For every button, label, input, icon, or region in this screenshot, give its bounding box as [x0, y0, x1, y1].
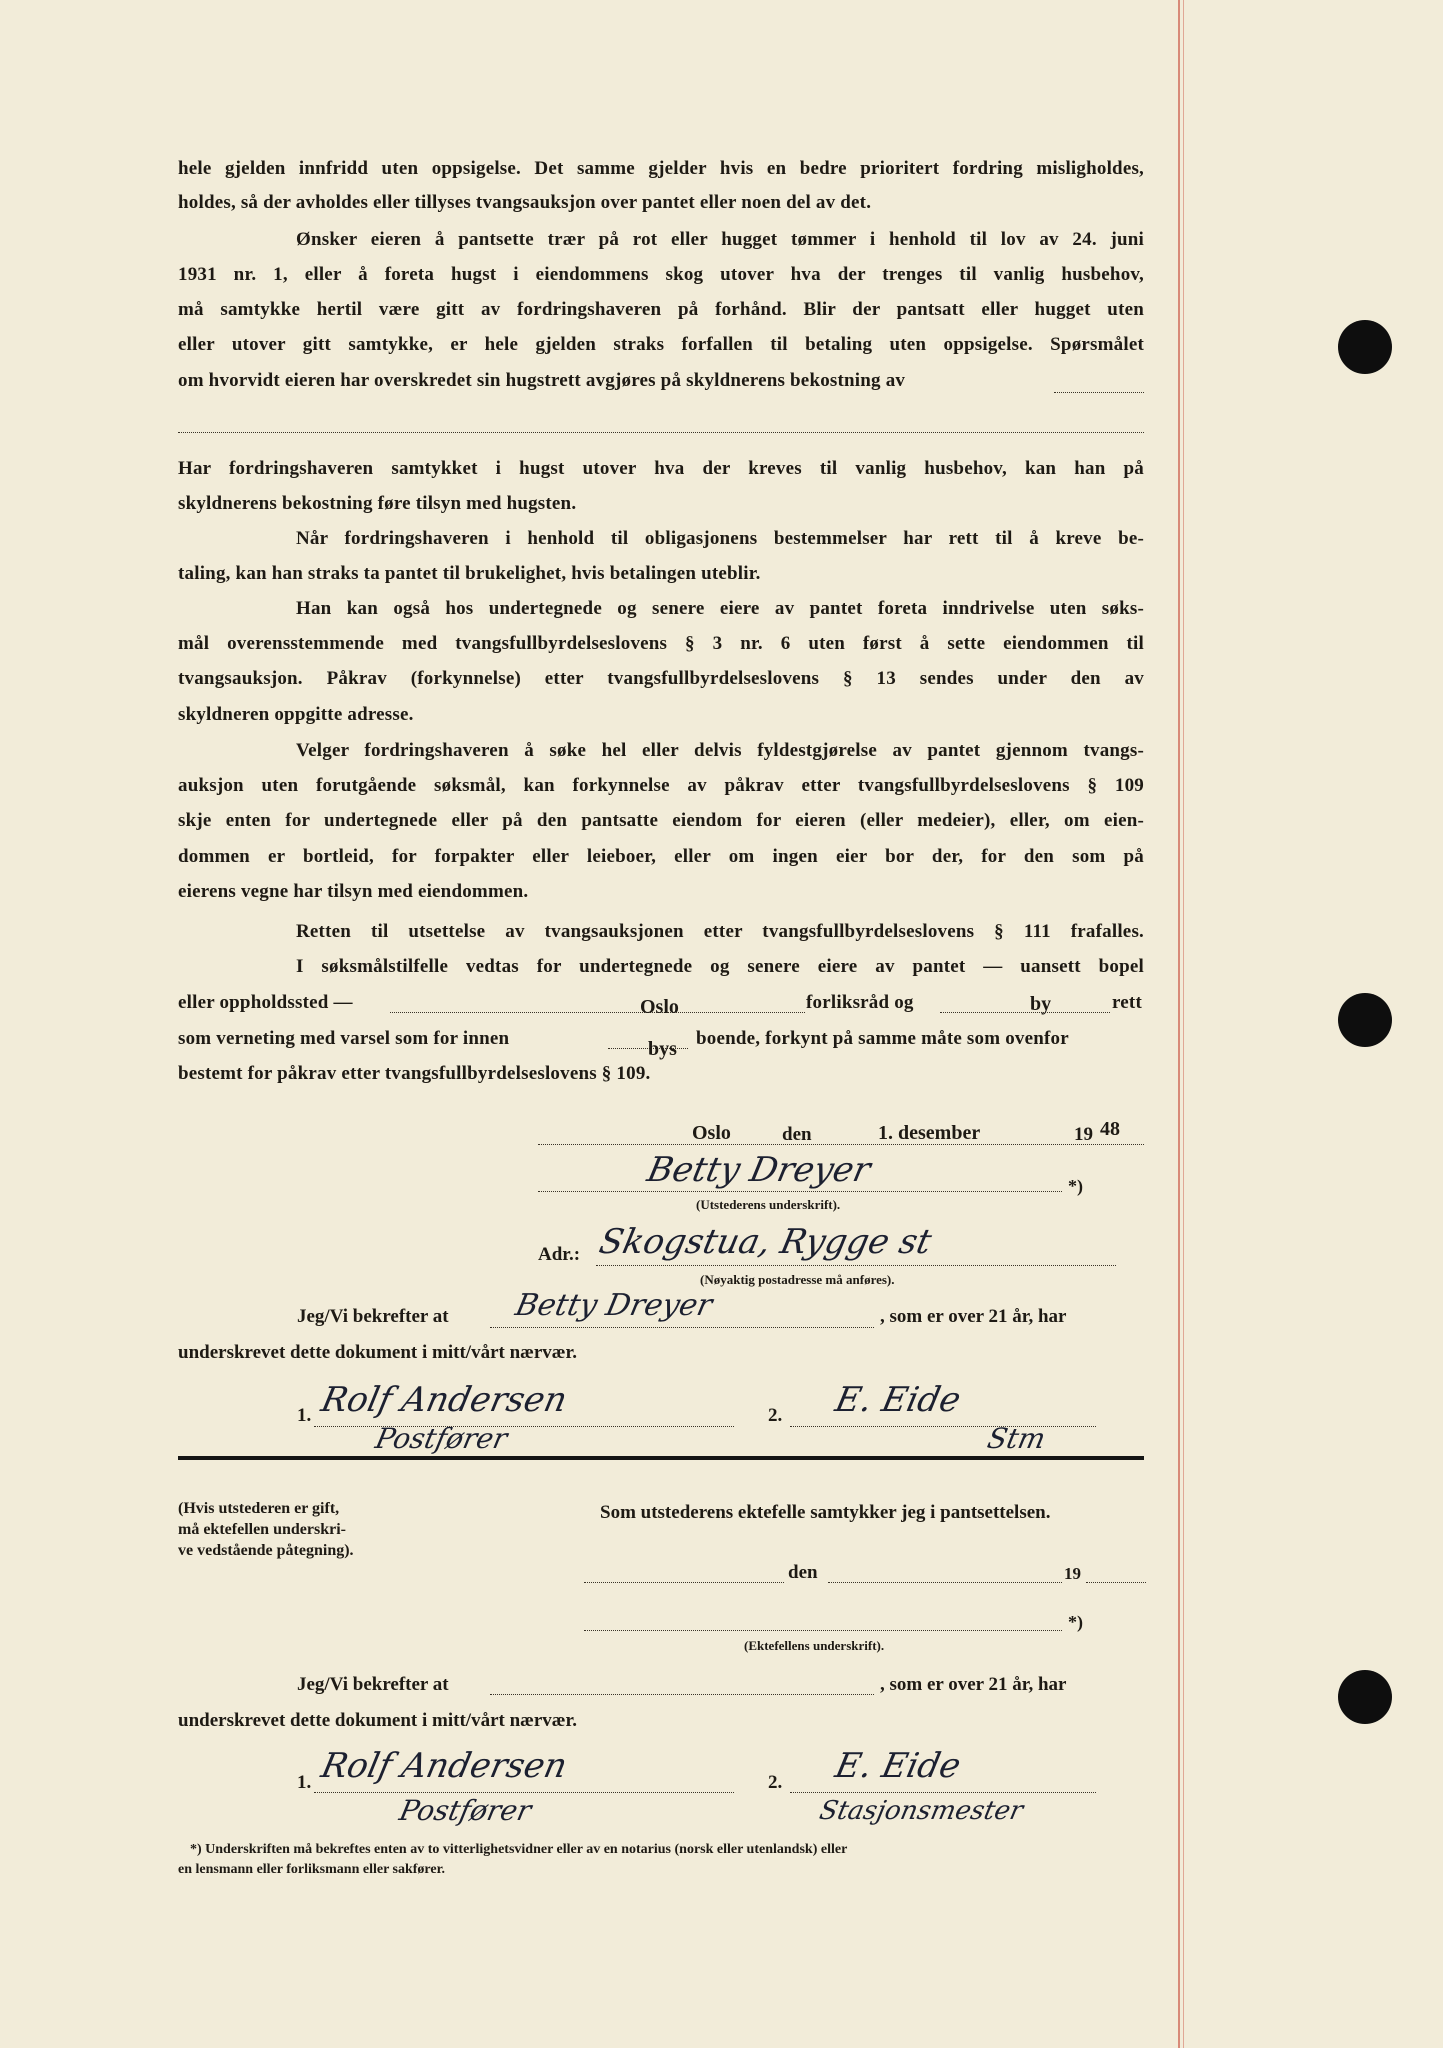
section-divider [178, 1456, 1144, 1460]
address-rule [596, 1265, 1116, 1266]
text-line: boende, forkynt på samme måte som ovenfor [696, 1028, 1069, 1049]
witness-rule [314, 1426, 734, 1427]
text-line: bestemt for påkrav etter tvangsfullbyrdelseslovens § 109. [178, 1063, 651, 1084]
spouse-note-line: (Hvis utstederen er gift, [178, 1500, 340, 1517]
text-line: som verneting med varsel som for innen [178, 1028, 510, 1049]
text-line: tvangsauksjon. Påkrav (forkynnelse) etter tvangsfullbyrdelseslovens § 13 sendes under den av [178, 668, 1144, 689]
fill-rule [1054, 392, 1144, 393]
text-line: om hvorvidt eieren har overskredet sin hugstrett avgjøres på skyldnerens bekostning av [178, 370, 906, 391]
witness-2-signature: E. Eide [831, 1746, 965, 1786]
signature-rule [538, 1191, 1062, 1192]
footnote-line: *) Underskriften må bekreftes enten av to vitterlighetsvidner eller av en notarius (norsk eller utenlandsk) eller [190, 1842, 848, 1857]
bys-fill: bys [648, 1038, 677, 1060]
witness-1-title: Postfører [372, 1422, 511, 1455]
spouse-note-line: ve vedstående påtegning). [178, 1542, 354, 1559]
spouse-date-rule [828, 1582, 1062, 1583]
place-fill: Oslo [692, 1122, 731, 1144]
footnote-star: *) [1068, 1612, 1083, 1632]
confirm-tail: , som er over 21 år, har [880, 1306, 1067, 1327]
spouse-den: den [788, 1562, 818, 1583]
issuer-caption: (Utstederens underskrift). [696, 1197, 841, 1212]
witness-2-signature: E. Eide [831, 1380, 965, 1420]
year-prefix: 19 [1074, 1124, 1093, 1145]
spouse-consent: Som utstederens ektefelle samtykker jeg i pantsettelsen. [600, 1502, 1051, 1523]
fill-rule [390, 1012, 805, 1013]
text-line: skje enten for undertegnede eller på den pantsatte eiendom for eieren (eller medeier), eller, om eien- [178, 810, 1144, 831]
den-label: den [782, 1124, 812, 1145]
text-line: eller oppholdssted — [178, 992, 353, 1013]
punch-hole [1338, 993, 1392, 1047]
fill-rule [178, 432, 1144, 433]
text-line: forliksråd og [806, 992, 914, 1013]
text-line: Velger fordringshaveren å søke hel eller delvis fyldestgjørelse av pantet gjennom tvangs- [296, 740, 1144, 761]
punch-hole [1338, 1670, 1392, 1724]
footnote-line: en lensmann eller forliksmann eller sakfører. [178, 1862, 446, 1877]
confirm2-rule [490, 1694, 874, 1695]
text-line: Ønsker eieren å pantsette trær på rot eller hugget tømmer i henhold til lov av 24. juni [296, 229, 1144, 250]
confirm-label: Jeg/Vi bekrefter at [297, 1306, 449, 1327]
text-line: taling, kan han straks ta pantet til brukelighet, hvis betalingen uteblir. [178, 563, 761, 584]
witness-1-signature: Rolf Andersen [317, 1746, 571, 1786]
text-line: eierens vegne har tilsyn med eiendommen. [178, 881, 529, 902]
text-line: Har fordringshaveren samtykket i hugst utover hva der kreves til vanlig husbehov, kan han på [178, 458, 1144, 479]
address-caption: (Nøyaktig postadresse må anføres). [700, 1272, 895, 1287]
witness-rule [790, 1792, 1096, 1793]
confirm-name: Betty Dreyer [512, 1288, 716, 1323]
spouse-note-line: må ektefellen underskri- [178, 1521, 346, 1538]
witness-2-number: 2. [768, 1405, 783, 1426]
spouse-date-rule [1086, 1582, 1146, 1583]
margin-line [1178, 0, 1180, 2048]
confirm-line2: underskrevet dette dokument i mitt/vårt nærvær. [178, 1342, 577, 1363]
text-line: auksjon uten forutgående søksmål, kan forkynnelse av påkrav etter tvangsfullbyrdelseslovens § 109 [178, 775, 1144, 796]
text-line: mål overensstemmende med tvangsfullbyrdelseslovens § 3 nr. 6 uten først å sette eiendommen til [178, 633, 1144, 654]
margin-line [1183, 0, 1184, 2048]
court-fill: by [1030, 993, 1052, 1015]
witness-1-number: 1. [297, 1405, 312, 1426]
address-handwritten: Skogstua, Rygge st [595, 1222, 936, 1262]
text-line: 1931 nr. 1, eller å foreta hugst i eiendommens skog utover hva der trenges til vanlig husbehov, [178, 264, 1144, 285]
text-line: holdes, så der avholdes eller tillyses tvangsauksjon over pantet eller noen del av det. [178, 192, 872, 213]
witness-2-title: Stm [984, 1422, 1049, 1455]
text-line: rett [1112, 992, 1142, 1013]
date-rule [538, 1144, 1144, 1145]
confirm2-line2: underskrevet dette dokument i mitt/vårt nærvær. [178, 1710, 577, 1731]
confirm-rule [490, 1327, 874, 1328]
witness-1-title: Postfører [396, 1794, 535, 1827]
spouse-signature-rule [584, 1630, 1062, 1631]
text-line: dommen er bortleid, for forpakter eller leieboer, eller om ingen eier bor der, for den som på [178, 846, 1144, 867]
confirm2-tail: , som er over 21 år, har [880, 1674, 1067, 1695]
address-label: Adr.: [538, 1244, 581, 1265]
venue-fill: Oslo [640, 996, 679, 1018]
witness-2-number: 2. [768, 1772, 783, 1793]
issuer-signature: Betty Dreyer [643, 1150, 874, 1190]
text-line: Når fordringshaveren i henhold til obligasjonens bestemmelser har rett til å kreve be- [296, 528, 1144, 549]
text-line: eller utover gitt samtykke, er hele gjelden straks forfallen til betaling uten oppsigelse. Spørsmålet [178, 334, 1144, 355]
spouse-date-rule [584, 1582, 784, 1583]
witness-rule [314, 1792, 734, 1793]
year-fill: 48 [1100, 1118, 1120, 1140]
text-line: må samtykke hertil være gitt av fordringshaveren på forhånd. Blir der pantsatt eller hugget uten [178, 299, 1144, 320]
text-line: hele gjelden innfridd uten oppsigelse. Det samme gjelder hvis en bedre prioritert fordring misligholdes, [178, 158, 1144, 179]
footnote [178, 1840, 1140, 1880]
witness-1-signature: Rolf Andersen [317, 1380, 571, 1420]
text-line: Retten til utsettelse av tvangsauksjonen etter tvangsfullbyrdelseslovens § 111 frafalles. [296, 921, 1144, 942]
spouse-caption: (Ektefellens underskrift). [744, 1638, 885, 1653]
witness-1-number: 1. [297, 1772, 312, 1793]
fill-rule [940, 1012, 1110, 1013]
text-line: skyldnerens bekostning føre tilsyn med hugsten. [178, 493, 577, 514]
text-line: I søksmålstilfelle vedtas for undertegnede og senere eiere av pantet — uansett bopel [296, 956, 1144, 977]
punch-hole [1338, 320, 1392, 374]
witness-rule [790, 1426, 1096, 1427]
text-line: skyldneren oppgitte adresse. [178, 704, 414, 725]
confirm2-label: Jeg/Vi bekrefter at [297, 1674, 449, 1695]
footnote-star: *) [1068, 1176, 1083, 1196]
spouse-year-prefix: 19 [1064, 1564, 1081, 1583]
text-line: Han kan også hos undertegnede og senere eiere av pantet foreta inndrivelse uten søks- [296, 598, 1144, 619]
date-fill: 1. desember [878, 1122, 981, 1144]
witness-2-title: Stasjonsmester [816, 1796, 1026, 1826]
